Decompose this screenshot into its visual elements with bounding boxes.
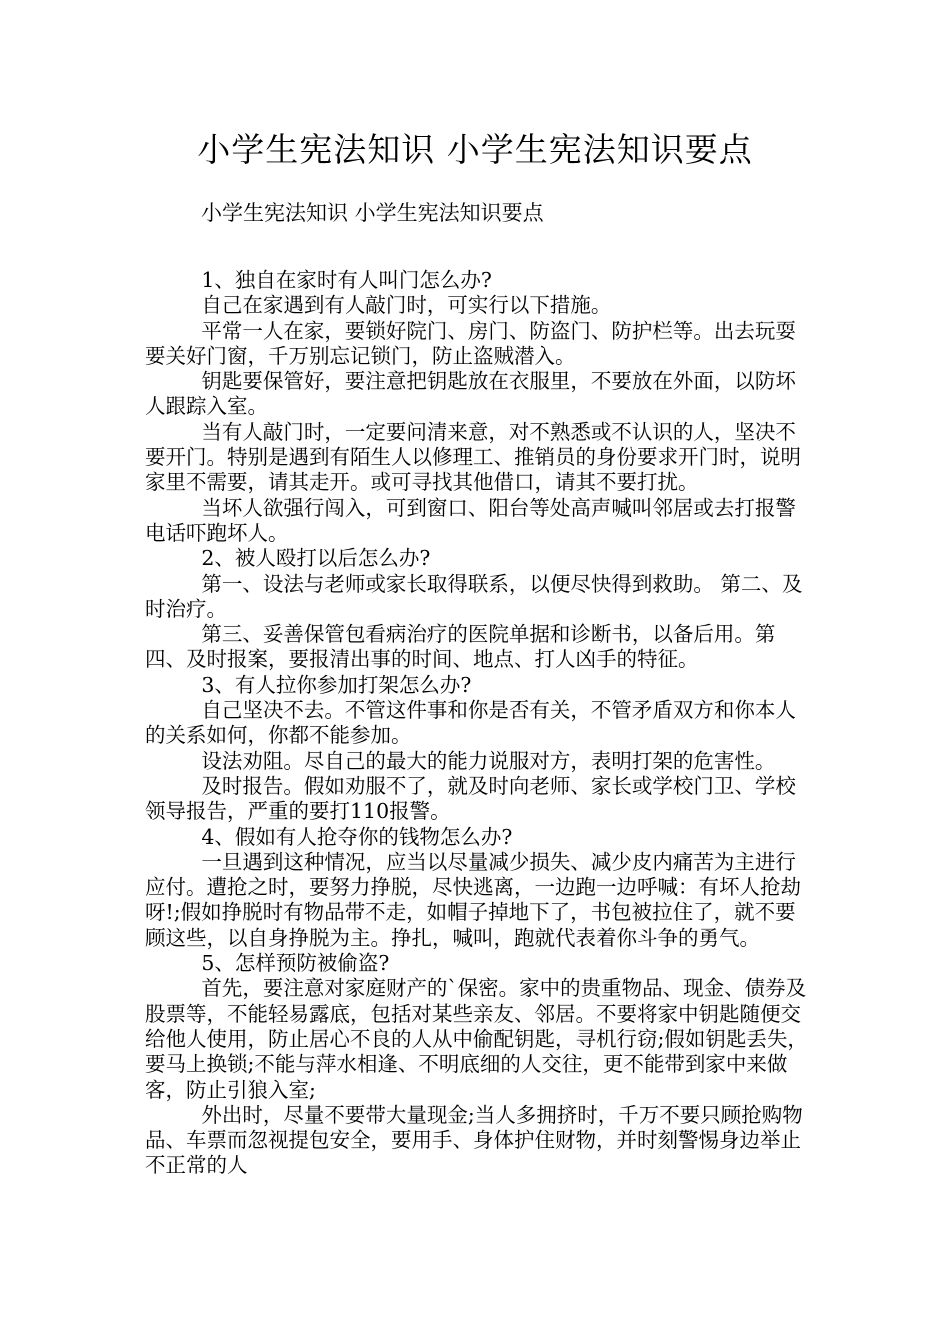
- paragraph-q1-heading: 1、独自在家时有人叫门怎么办?: [201, 268, 492, 292]
- paragraph: 外出时，尽量不要带大量现金;当人多拥挤时，千万不要只顾抢购物品、车票而忽视提包安全，要用手、身体护住财物，并时刻警惕身边举止不正常的人: [145, 1102, 803, 1178]
- paragraph: 设法劝阻。尽自己的最大的能力说服对方，表明打架的危害性。: [201, 748, 776, 773]
- paragraph-q5-heading: 5、怎样预防被偷盗?: [201, 951, 390, 976]
- document-body: [145, 268, 810, 1179]
- paragraph: 首先，要注意对家庭财产的`保密。家中的贵重物品、现金、债券及股票等，不能轻易露底，包括对某些亲友、邻居。不要将家中钥匙随便交给他人使用，防止居心不良的人从中偷配钥匙，寻机行窃;假如钥匙丢失，要马上换锁;不能与萍水相逢、不明底细的人交往，更不能带到家中来做客，防止引狼入室;: [145, 976, 808, 1102]
- paragraph: 及时报告。假如劝服不了，就及时向老师、家长或学校门卫、学校领导报告，严重的要打110报警。: [145, 773, 796, 824]
- paragraph: 当坏人欲强行闯入，可到窗口、阳台等处高声喊叫邻居或去打报警电话吓跑坏人。: [145, 495, 796, 545]
- paragraph-q2-heading: 2、被人殴打以后怎么办?: [201, 546, 431, 571]
- paragraph: 一旦遇到这种情况，应当以尽量减少损失、减少皮内痛苦为主进行应付。遭抢之时，要努力挣脱，尽快逃离，一边跑一边呼喊：有坏人抢劫呀!;假如挣脱时有物品带不走，如帽子掉地下了，书包被拉住了，就不要顾这些，以自身挣脱为主。挣扎，喊叫，跑就代表着你斗争的勇气。: [145, 849, 801, 950]
- paragraph: 第三、妥善保管包看病治疗的医院单据和诊断书，以备后用。第四、及时报案，要报清出事的时间、地点、打人凶手的特征。: [145, 622, 776, 672]
- paragraph: 自己在家遇到有人敲门时，可实行以下措施。: [201, 293, 612, 318]
- document-title: 小学生宪法知识 小学生宪法知识要点: [197, 130, 753, 169]
- paragraph-q3-heading: 3、有人拉你参加打架怎么办?: [201, 672, 472, 697]
- paragraph: 钥匙要保管好，要注意把钥匙放在衣服里，不要放在外面，以防坏人跟踪入室。: [145, 369, 796, 419]
- paragraph: 第一、设法与老师或家长取得联系，以便尽快得到救助。 第二、及时治疗。: [145, 571, 803, 621]
- paragraph: 自己坚决不去。不管这件事和你是否有关，不管矛盾双方和你本人的关系如何，你都不能参加。: [145, 698, 796, 748]
- document-subtitle: 小学生宪法知识 小学生宪法知识要点: [201, 201, 544, 225]
- paragraph: 平常一人在家，要锁好院门、房门、防盗门、防护栏等。出去玩耍要关好门窗，千万别忘记锁门，防止盗贼潜入。: [145, 318, 796, 368]
- paragraph: 当有人敲门时，一定要问清来意，对不熟悉或不认识的人，坚决不要开门。特别是遇到有陌生人以修理工、推销员的身份要求开门时，说明家里不需要，请其走开。或可寻找其他借口，请其不要打扰。: [145, 419, 801, 495]
- paragraph-q4-heading: 4、假如有人抢夺你的钱物怎么办?: [201, 824, 513, 849]
